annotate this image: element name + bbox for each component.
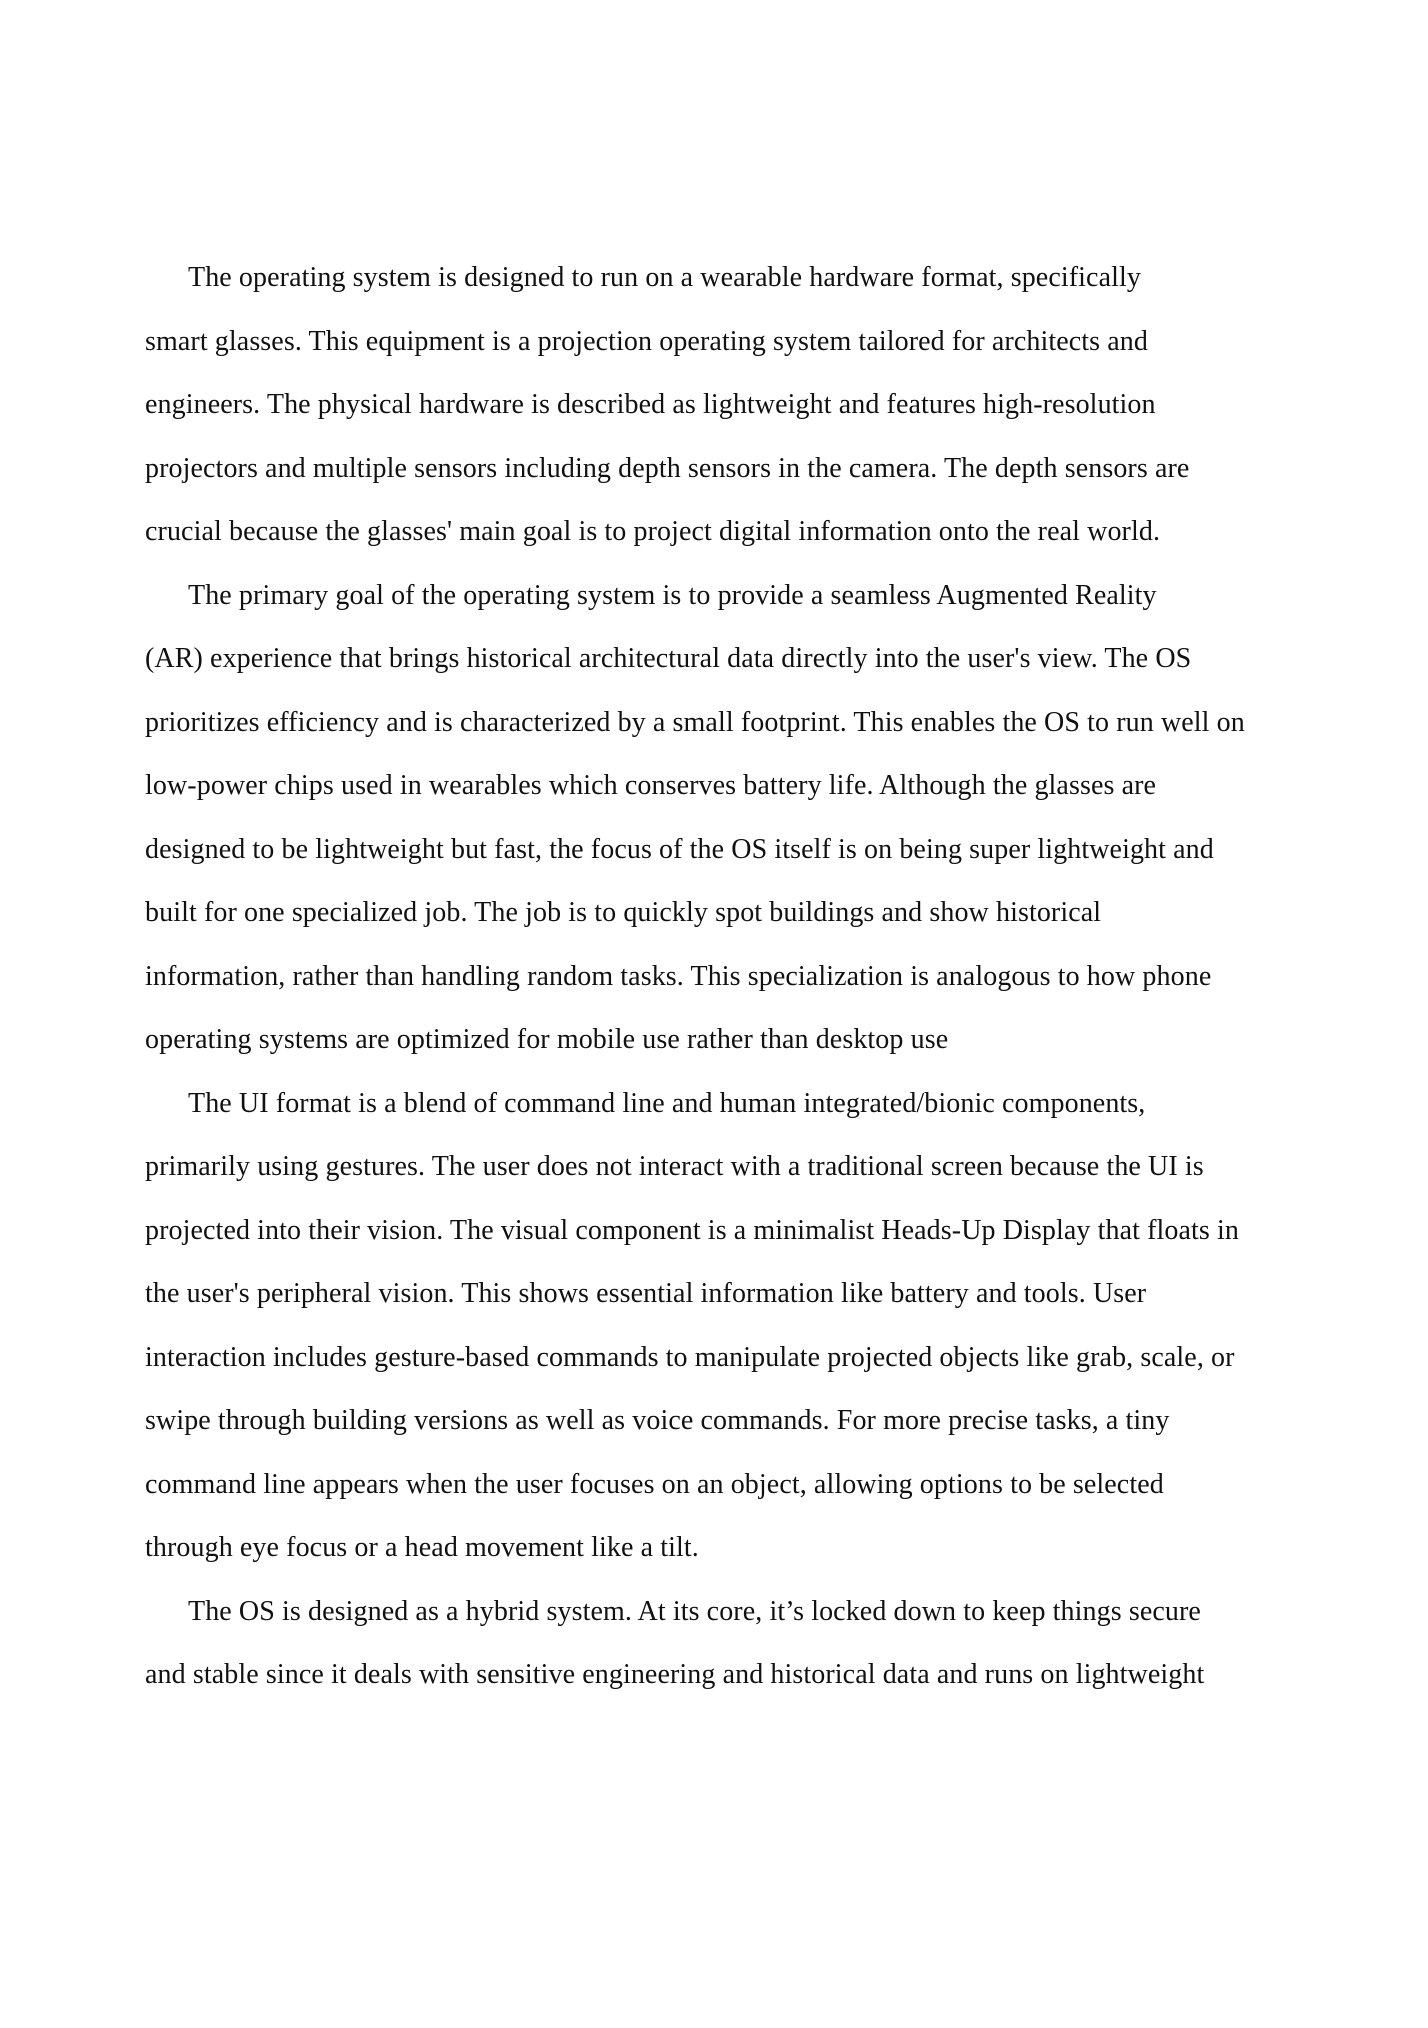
- text-line: smart glasses. This equipment is a projection operating system tailored for architects and: [145, 325, 1148, 357]
- text-line: through eye focus or a head movement like a tilt.: [145, 1532, 699, 1563]
- text-line: the user's peripheral vision. This shows essential information like battery and tools. User: [145, 1278, 1147, 1309]
- text-line: crucial because the glasses' main goal is to project digital information onto the real world.: [145, 516, 1161, 547]
- text-line: The primary goal of the operating system is to provide a seamless Augmented Reality: [188, 579, 1157, 611]
- text-line: information, rather than handling random tasks. This specialization is analogous to how phone: [145, 960, 1212, 992]
- text-line: The UI format is a blend of command line and human integrated/bionic components,: [188, 1087, 1146, 1119]
- text-line: (AR) experience that brings historical architectural data directly into the user's view. The OS: [145, 643, 1192, 674]
- text-line: swipe through building versions as well as voice commands. For more precise tasks, a tiny: [145, 1405, 1170, 1436]
- paragraph-ui-format: [145, 1072, 1298, 1580]
- text-line: interaction includes gesture-based commands to manipulate projected objects like grab, scale, or: [145, 1341, 1235, 1373]
- text-line: The OS is designed as a hybrid system. At its core, it’s locked down to keep things secure: [188, 1595, 1201, 1627]
- text-line: projectors and multiple sensors including depth sensors in the camera. The depth sensors are: [145, 452, 1190, 484]
- text-line: prioritizes efficiency and is characterized by a small footprint. This enables the OS to run well on: [145, 706, 1245, 738]
- text-line: low-power chips used in wearables which conserves battery life. Although the glasses are: [145, 770, 1157, 801]
- text-line: command line appears when the user focuses on an object, allowing options to be selected: [145, 1468, 1164, 1500]
- paragraph-primary-goal: [145, 564, 1298, 1072]
- paragraph-hardware: [145, 246, 1298, 564]
- text-line: designed to be lightweight but fast, the focus of the OS itself is on being super lightweight and: [145, 833, 1214, 865]
- text-line: engineers. The physical hardware is described as lightweight and features high-resolution: [145, 389, 1156, 420]
- text-line: operating systems are optimized for mobile use rather than desktop use: [145, 1024, 949, 1055]
- text-line: and stable since it deals with sensitive engineering and historical data and runs on lightweight: [145, 1659, 1205, 1690]
- text-line: projected into their vision. The visual component is a minimalist Heads-Up Display that floats in: [145, 1214, 1239, 1246]
- text-line: primarily using gestures. The user does not interact with a traditional screen because the UI is: [145, 1151, 1204, 1182]
- paragraph-hybrid-system: [145, 1580, 1298, 1707]
- text-line: The operating system is designed to run on a wearable hardware format, specifically: [188, 262, 1141, 293]
- text-line: built for one specialized job. The job is to quickly spot buildings and show historical: [145, 897, 1102, 928]
